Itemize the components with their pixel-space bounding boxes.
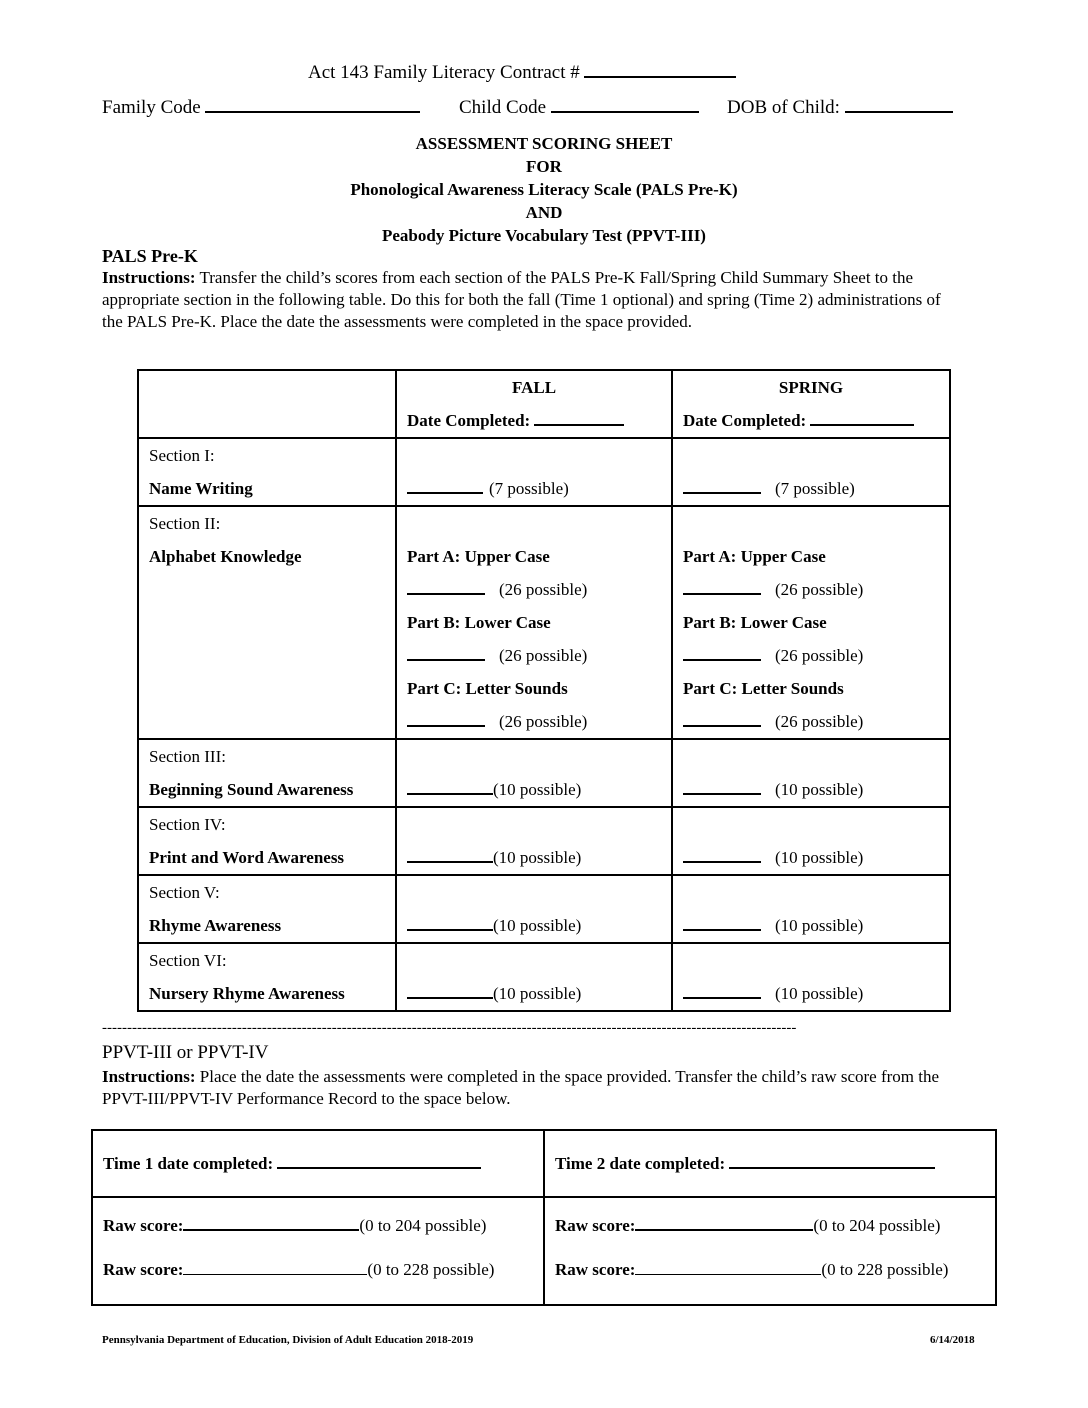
contract-line <box>308 62 736 84</box>
section-cell <box>138 807 396 875</box>
possible-label: (0 to 204 possible) <box>359 1216 487 1235</box>
spring-score-cell <box>672 875 950 943</box>
title-line-3: Phonological Awareness Literacy Scale (PALS Pre-K) <box>350 180 738 199</box>
possible-label: (26 possible) <box>499 712 588 731</box>
fall-header: FALL <box>511 378 557 397</box>
section-name: Rhyme Awareness <box>149 916 282 935</box>
possible-label: (10 possible) <box>493 916 582 935</box>
section-cell <box>138 506 396 739</box>
time2-date-field[interactable] <box>729 1153 935 1169</box>
spring-score-field[interactable] <box>683 579 761 595</box>
possible-label: (7 possible) <box>775 479 855 498</box>
fall-score-cell <box>396 438 672 506</box>
title-line-4: AND <box>525 203 563 222</box>
spring-date-field[interactable] <box>810 410 914 426</box>
footer-date: 6/14/2018 <box>930 1334 975 1346</box>
family-code-line <box>102 97 420 119</box>
raw-score-label: Raw score: <box>103 1216 184 1235</box>
dob-field[interactable] <box>845 97 953 113</box>
part-label: Part A: Upper Case <box>683 547 826 566</box>
fall-score-field[interactable] <box>407 983 493 999</box>
fall-score-cell <box>396 943 672 1011</box>
table-header-row <box>138 370 950 438</box>
child-code-field[interactable] <box>551 97 699 113</box>
table-row <box>92 1130 996 1197</box>
pals-score-table <box>137 369 951 1012</box>
section-name: Beginning Sound Awareness <box>149 780 354 799</box>
time2-line <box>555 1153 995 1174</box>
fall-score-cell <box>396 807 672 875</box>
table-row <box>138 506 950 739</box>
section-name: Print and Word Awareness <box>149 848 345 867</box>
raw-score-label: Raw score: <box>555 1260 636 1279</box>
section-cell <box>138 943 396 1011</box>
section-name: Name Writing <box>149 479 253 498</box>
raw-score-line <box>555 1260 995 1280</box>
time2-label: Time 2 date completed: <box>555 1154 726 1173</box>
fall-header-cell <box>396 370 672 438</box>
time1-cell <box>92 1130 544 1197</box>
fall-score-field[interactable] <box>407 915 493 931</box>
fall-date-line <box>407 404 671 437</box>
fall-score-field[interactable] <box>407 711 485 727</box>
possible-label: (26 possible) <box>775 580 864 599</box>
time1-label: Time 1 date completed: <box>103 1154 274 1173</box>
section-label: Section II: <box>149 514 221 533</box>
ppvt-score-table <box>91 1129 997 1306</box>
section-divider: ------------------------------------------------------------------------------------------------------------------------------------------- <box>102 1020 797 1036</box>
possible-label: (0 to 228 possible) <box>821 1260 949 1279</box>
fall-date-field[interactable] <box>534 410 624 426</box>
title-block <box>0 132 1088 247</box>
child-code-label: Child Code <box>459 97 547 118</box>
header-empty-cell <box>138 370 396 438</box>
time2-raw-cell <box>544 1197 996 1305</box>
spring-score-cell <box>672 438 950 506</box>
pals-heading: PALS Pre-K <box>102 246 198 266</box>
time2-cell <box>544 1130 996 1197</box>
possible-label: (10 possible) <box>493 848 582 867</box>
possible-label: (0 to 204 possible) <box>813 1216 941 1235</box>
family-code-field[interactable] <box>205 97 420 113</box>
section-label: Section VI: <box>149 951 227 970</box>
spring-date-label: Date Completed: <box>683 411 807 430</box>
possible-label: (0 to 228 possible) <box>367 1260 495 1279</box>
table-row <box>138 807 950 875</box>
pals-instructions-text: Transfer the child’s scores from each section of the PALS Pre-K Fall/Spring Child Summary Sheet to the appropriate section in the following table. Do this for both the fall (Time 1 optional) and spring (Time 2) administrations of the PALS Pre-K. Place the date the assessments were completed in the space provided. <box>102 268 941 331</box>
fall-score-cell <box>396 506 672 739</box>
ppvt-instructions <box>102 1066 962 1110</box>
part-label: Part A: Upper Case <box>407 547 550 566</box>
fall-score-field[interactable] <box>407 478 483 494</box>
possible-label: (10 possible) <box>775 848 864 867</box>
title-line-5: Peabody Picture Vocabulary Test (PPVT-III) <box>382 226 706 245</box>
dob-label: DOB of Child: <box>727 97 840 118</box>
section-cell <box>138 875 396 943</box>
spring-score-cell <box>672 739 950 807</box>
raw-score-line <box>555 1215 995 1260</box>
spring-score-field[interactable] <box>683 478 761 494</box>
ppvt-heading: PPVT-III or PPVT-IV <box>102 1042 269 1063</box>
raw-score-field[interactable] <box>635 1260 821 1275</box>
table-row <box>138 438 950 506</box>
time1-date-field[interactable] <box>277 1153 481 1169</box>
raw-score-line <box>103 1215 543 1260</box>
time1-raw-cell <box>92 1197 544 1305</box>
spring-score-field[interactable] <box>683 915 761 931</box>
section-cell <box>138 438 396 506</box>
table-row <box>92 1197 996 1305</box>
dob-line <box>727 97 953 119</box>
section-label: Section V: <box>149 883 220 902</box>
fall-score-field[interactable] <box>407 645 485 661</box>
spring-score-field[interactable] <box>683 847 761 863</box>
spring-score-field[interactable] <box>683 711 761 727</box>
possible-label: (10 possible) <box>493 780 582 799</box>
possible-label: (10 possible) <box>775 916 864 935</box>
pals-instructions <box>102 267 952 333</box>
fall-date-label: Date Completed: <box>407 411 531 430</box>
part-label: Part C: Letter Sounds <box>683 679 844 698</box>
possible-label: (10 possible) <box>775 780 864 799</box>
spring-date-line <box>683 404 949 437</box>
fall-score-cell <box>396 875 672 943</box>
spring-score-field[interactable] <box>683 983 761 999</box>
section-name: Alphabet Knowledge <box>149 547 302 566</box>
raw-score-field[interactable] <box>183 1215 359 1231</box>
fall-score-cell <box>396 739 672 807</box>
time1-line <box>103 1153 543 1174</box>
pals-instructions-label: Instructions: <box>102 268 196 287</box>
family-code-label: Family Code <box>102 97 201 118</box>
possible-label: (26 possible) <box>499 580 588 599</box>
spring-score-cell <box>672 506 950 739</box>
possible-label: (26 possible) <box>775 712 864 731</box>
table-row <box>138 943 950 1011</box>
child-code-line <box>459 97 699 119</box>
possible-label: (10 possible) <box>775 984 864 1003</box>
section-label: Section III: <box>149 747 226 766</box>
section-label: Section I: <box>149 446 215 465</box>
fall-score-field[interactable] <box>407 579 485 595</box>
fall-score-field[interactable] <box>407 779 493 795</box>
contract-number-field[interactable] <box>584 62 736 78</box>
section-name: Nursery Rhyme Awareness <box>149 984 345 1003</box>
spring-score-cell <box>672 807 950 875</box>
possible-label: (10 possible) <box>493 984 582 1003</box>
raw-score-field[interactable] <box>635 1215 813 1231</box>
spring-score-field[interactable] <box>683 645 761 661</box>
spring-score-cell <box>672 943 950 1011</box>
table-row <box>138 739 950 807</box>
contract-label: Act 143 Family Literacy Contract # <box>308 62 580 83</box>
section-label: Section IV: <box>149 815 226 834</box>
raw-score-field[interactable] <box>183 1260 367 1275</box>
possible-label: (26 possible) <box>499 646 588 665</box>
raw-score-label: Raw score: <box>103 1260 184 1279</box>
raw-score-label: Raw score: <box>555 1216 636 1235</box>
ppvt-instructions-label: Instructions: <box>102 1067 196 1086</box>
part-label: Part B: Lower Case <box>407 613 551 632</box>
spring-score-field[interactable] <box>683 779 761 795</box>
fall-score-field[interactable] <box>407 847 493 863</box>
raw-score-line <box>103 1260 543 1280</box>
possible-label: (26 possible) <box>775 646 864 665</box>
spring-header: SPRING <box>778 378 844 397</box>
part-label: Part B: Lower Case <box>683 613 827 632</box>
ppvt-instructions-text: Place the date the assessments were completed in the space provided. Transfer the child’s raw score from the PPVT-III/PPVT-IV Performance Record to the space below. <box>102 1067 940 1108</box>
table-row <box>138 875 950 943</box>
part-label: Part C: Letter Sounds <box>407 679 568 698</box>
footer-left: Pennsylvania Department of Education, Division of Adult Education 2018-2019 <box>102 1334 474 1346</box>
possible-label: (7 possible) <box>489 479 569 498</box>
section-cell <box>138 739 396 807</box>
title-line-2: FOR <box>526 157 562 176</box>
spring-header-cell <box>672 370 950 438</box>
title-line-1: ASSESSMENT SCORING SHEET <box>415 134 673 153</box>
